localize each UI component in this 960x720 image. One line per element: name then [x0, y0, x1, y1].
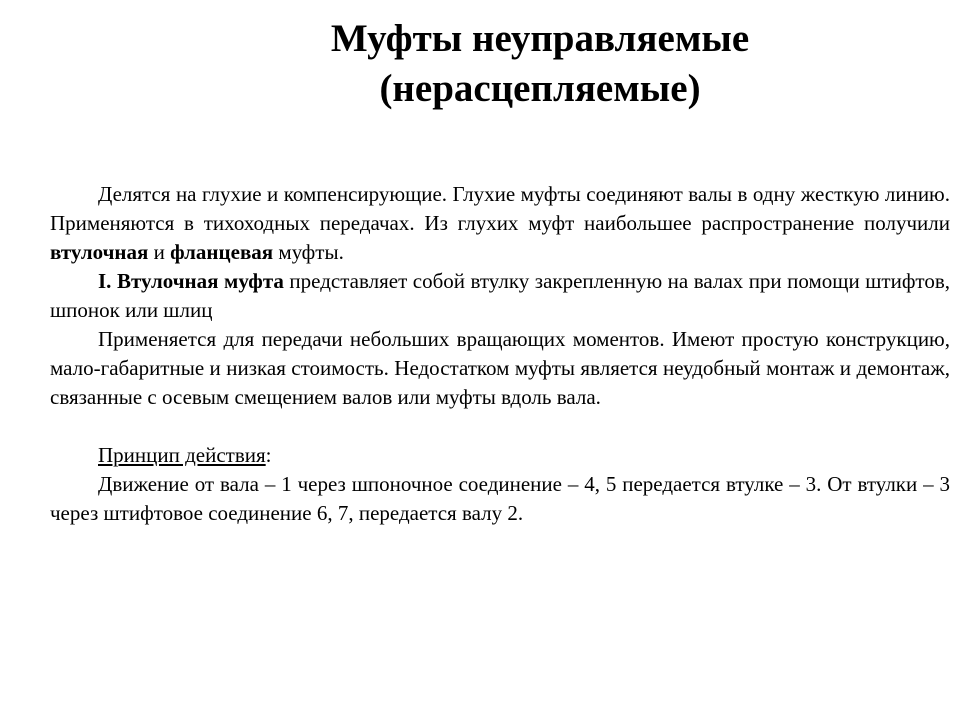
- term-flange-coupling: фланцевая: [170, 240, 274, 264]
- slide-title: [40, 14, 960, 114]
- sleeve-coupling-heading: I. Втулочная муфта: [98, 269, 284, 293]
- principle-heading-line: [50, 441, 950, 470]
- paragraph-1-text-b: и: [148, 240, 171, 264]
- paragraph-spacer: [50, 412, 950, 441]
- principle-heading-colon: :: [265, 443, 272, 467]
- paragraph-sleeve-coupling-definition: [50, 267, 950, 325]
- slide-body: [50, 180, 950, 528]
- paragraph-principle-of-operation: Движение от вала – 1 через шпоночное соединение – 4, 5 передается втулке – 3. От втулки – 3 через штифтовое соединение 6, 7, передается валу 2.: [50, 472, 950, 525]
- slide-title-line-1: Муфты неуправляемые: [330, 17, 750, 60]
- paragraph-2-text: представляет собой втулку закрепленную на валах при помощи штифтов, шпонок или шлиц: [50, 269, 950, 322]
- paragraph-1-text-a: Делятся на глухие и компенсирующие. Глухие муфты соединяют валы в одну жесткую линию. Применяются в тихоходных передачах. Из глухих муфт наибольшее распространение получили: [50, 182, 950, 235]
- paragraph-sleeve-coupling-usage: Применяется для передачи небольших вращающих моментов. Имеют простую конструкцию, мало-габаритные и низкая стоимость. Недостатком муфты является неудобный монтаж и демонтаж, связанные с осевым смещением валов или муфты вдоль вала.: [50, 327, 950, 409]
- slide-title-line-2: (нерасцепляемые): [379, 67, 701, 110]
- term-sleeve-coupling: втулочная: [50, 240, 149, 264]
- paragraph-1-text-c: муфты.: [273, 240, 344, 264]
- principle-heading: Принцип действия: [98, 443, 266, 467]
- paragraph-types-of-couplings: [50, 180, 950, 267]
